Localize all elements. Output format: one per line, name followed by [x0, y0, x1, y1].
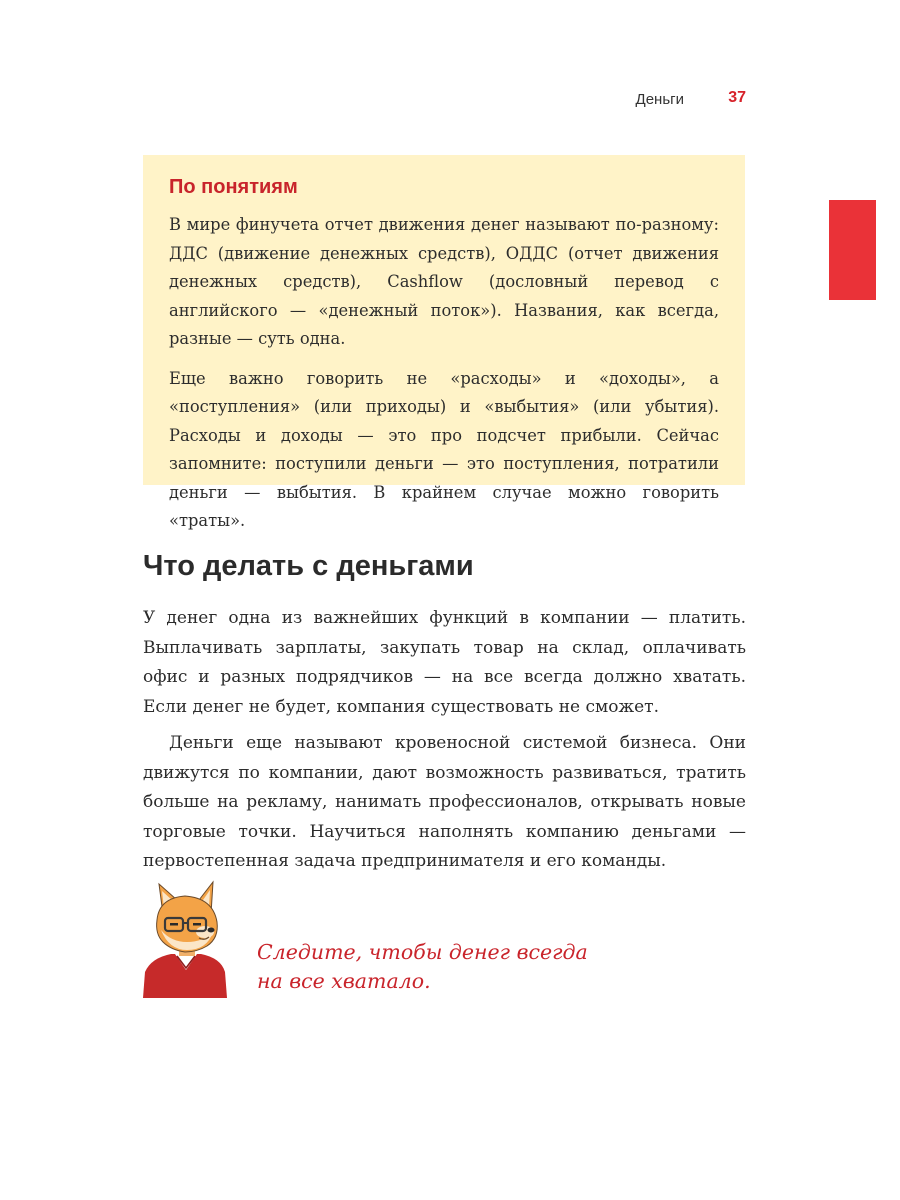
body-paragraph: Деньги еще называют кровеносной системой бизнеса. Они движутся по компании, дают возможность развиваться, тратить больше на рекламу, нанимать профессионалов, открывать новые торговые точки. Научиться наполнять компанию деньгами — первостепенная задача предпринимателя и его команды. [143, 733, 746, 871]
mascot-quote-line: Следите, чтобы денег всегда [257, 940, 588, 964]
fox-mascot-icon [141, 880, 231, 998]
page-number: 37 [728, 89, 746, 106]
callout-paragraph: В мире финучета отчет движения денег называют по-разному: ДДС (движение денежных средств), ОДДС (отчет движения денежных средств), Cashflow (дословный перевод с английского — «денежный поток»). Названия, как всегда, разные — суть одна. [169, 215, 719, 348]
mascot-quote-line: на все хватало. [257, 969, 431, 993]
callout-paragraph: Еще важно говорить не «расходы» и «доходы», а «поступления» (или приходы) и «выбытия» (или убытия). Расходы и доходы — это про подсчет прибыли. Сейчас запомните: поступили деньги — это поступления, потратили деньги — выбытия. В крайнем случае можно говорить «траты». [169, 368, 719, 530]
body-text [143, 604, 746, 884]
chapter-title: Деньги [635, 91, 684, 108]
callout-title: По понятиям [169, 176, 298, 198]
body-paragraph: У денег одна из важнейших функций в компании — платить. Выплачивать зарплаты, закупать товар на склад, оплачивать офис и разных подрядчиков — на все всегда должно хватать. Если денег не будет, компания существовать не сможет. [143, 608, 746, 717]
mascot-quote [257, 938, 597, 996]
chapter-thumb-tab [829, 200, 876, 300]
callout-box [143, 155, 745, 530]
section-heading: Что делать с деньгами [143, 550, 474, 582]
running-head [560, 89, 750, 111]
